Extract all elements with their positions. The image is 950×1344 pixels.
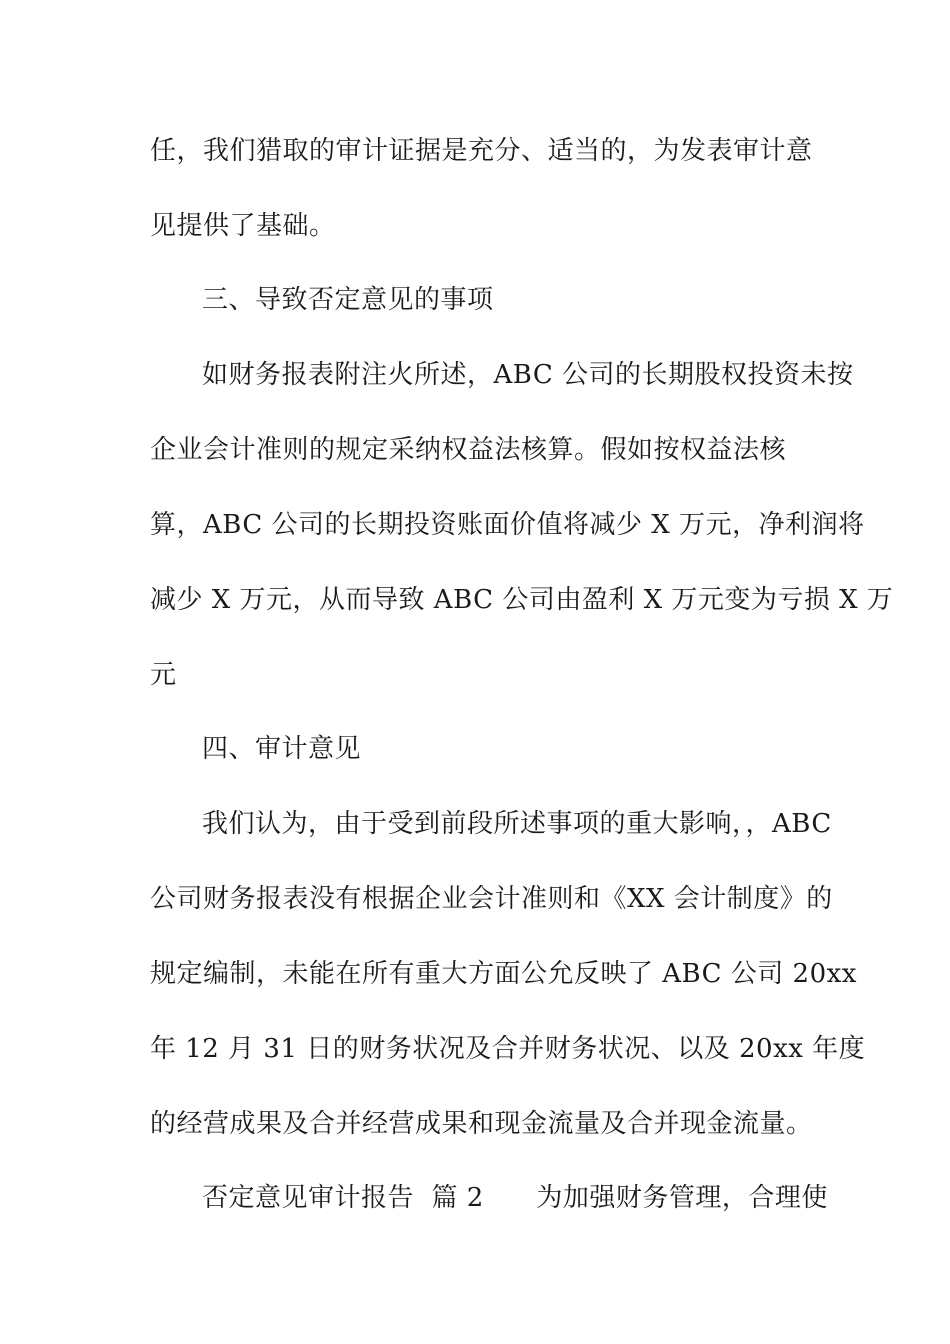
- paragraph-line: 见提供了基础。: [150, 211, 336, 241]
- section-heading: 否定意见审计报告 篇 2 为加强财务管理，合理使: [202, 1183, 828, 1213]
- paragraph-line: 算，ABC 公司的长期投资账面价值将减少 X 万元，净利润将: [150, 510, 865, 540]
- section-heading: 四、审计意见: [202, 734, 362, 764]
- section-heading: 三、导致否定意见的事项: [202, 285, 494, 315]
- paragraph-line: 我们认为，由于受到前段所述事项的重大影响，，ABC: [202, 809, 832, 839]
- paragraph-line: 元: [150, 660, 177, 690]
- paragraph-line: 减少 X 万元，从而导致 ABC 公司由盈利 X 万元变为亏损 X 万: [150, 585, 894, 615]
- paragraph-line: 任，我们猎取的审计证据是充分、适当的，为发表审计意: [150, 136, 813, 166]
- paragraph-line: 如财务报表附注火所述，ABC 公司的长期股权投资未按: [202, 360, 854, 390]
- paragraph-line: 规定编制，未能在所有重大方面公允反映了 ABC 公司 20xx: [150, 959, 857, 989]
- paragraph-line: 企业会计准则的规定采纳权益法核算。假如按权益法核: [150, 435, 787, 465]
- paragraph-line: 的经营成果及合并经营成果和现金流量及合并现金流量。: [150, 1109, 813, 1139]
- paragraph-line: 公司财务报表没有根据企业会计准则和《XX 会计制度》的: [150, 884, 833, 914]
- paragraph-line: 年 12 月 31 日的财务状况及合并财务状况、以及 20xx 年度: [150, 1034, 866, 1064]
